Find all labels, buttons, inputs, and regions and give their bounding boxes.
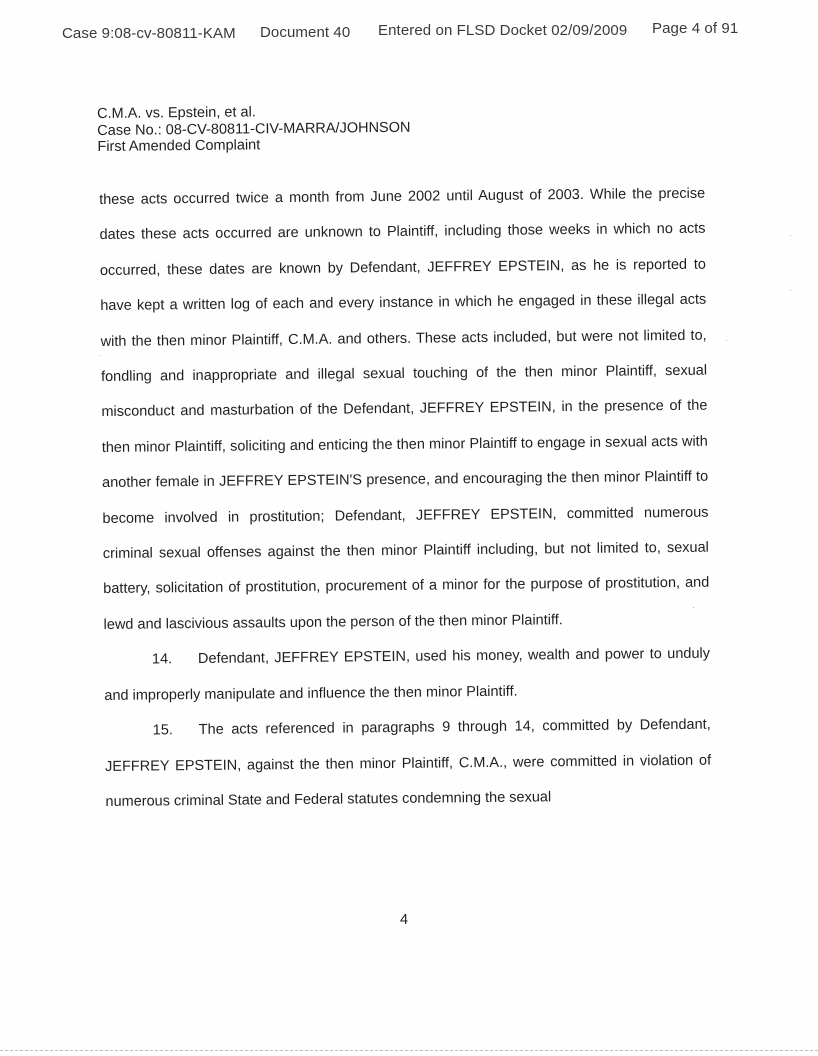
case-caption	[97, 103, 411, 156]
caption-parties: C.M.A. vs. Epstein, et al.	[97, 104, 256, 122]
caption-document-title: First Amended Complaint	[97, 137, 261, 155]
paragraph-14-text: Defendant, JEFFREY EPSTEIN, used his money, wealth and power to unduly and improperly manipulate and influence the then minor Plaintiff.	[104, 645, 711, 704]
caption-case-number: Case No.: 08-CV-80811-CIV-MARRA/JOHNSON	[97, 119, 411, 139]
scan-bottom-edge	[0, 1050, 818, 1051]
scan-speck	[790, 235, 791, 236]
continuation-paragraph: these acts occurred twice a month from June 2002 until August of 2003. While the precise dates these acts occurred are unknown to Plaintiff, including those weeks in which no acts occurred, these dates are known by Defendant, JEFFREY EPSTEIN, as he is reported to have kept a written log of each and every instance in which he engaged in these illegal acts with the then minor Plaintiff, C.M.A. and others. These acts included, but were not limited to, fondling and inappropriate and illegal sexual touching of the then minor Plaintiff, sexual misconduct and masturbation of the Defendant, JEFFREY EPSTEIN, in the presence of the then minor Plaintiff, soliciting and enticing the then minor Plaintiff to engage in sexual acts with another female in JEFFREY EPSTEIN'S presence, and encouraging the then minor Plaintiff to become involved in prostitution; Defendant, JEFFREY EPSTEIN, committed numerous criminal sexual offenses against the then minor Plaintiff including, but not limited to, sexual battery, solicitation of prostitution, procurement of a minor for the purpose of prostitution, and lewd and lascivious assaults upon the person of the then minor Plaintiff.	[99, 185, 710, 633]
paragraph-14-number: 14.	[151, 651, 173, 668]
scan-speck	[693, 607, 694, 608]
scan-speck	[726, 340, 727, 341]
document-number-stamp: Document 40	[260, 24, 351, 41]
scan-speck	[100, 355, 101, 356]
paragraph-15	[105, 708, 712, 821]
paragraph-14	[104, 637, 711, 714]
paragraph-15-number: 15.	[152, 722, 173, 739]
entered-date-stamp: Entered on FLSD Docket 02/09/2009	[378, 22, 628, 39]
complaint-body	[99, 177, 712, 821]
page-count-stamp: Page 4 of 91	[652, 20, 739, 37]
case-number-stamp: Case 9:08-cv-80811-KAM	[62, 25, 236, 42]
page-number: 4	[400, 912, 409, 928]
scan-speck	[790, 290, 791, 291]
paragraph-15-text: The acts referenced in paragraphs 9 through 14, committed by Defendant, JEFFREY EPSTEIN, against the then minor Plaintiff, C.M.A., were committed in violation of numerous criminal State and Federal statutes condemning the sexual	[105, 716, 712, 810]
